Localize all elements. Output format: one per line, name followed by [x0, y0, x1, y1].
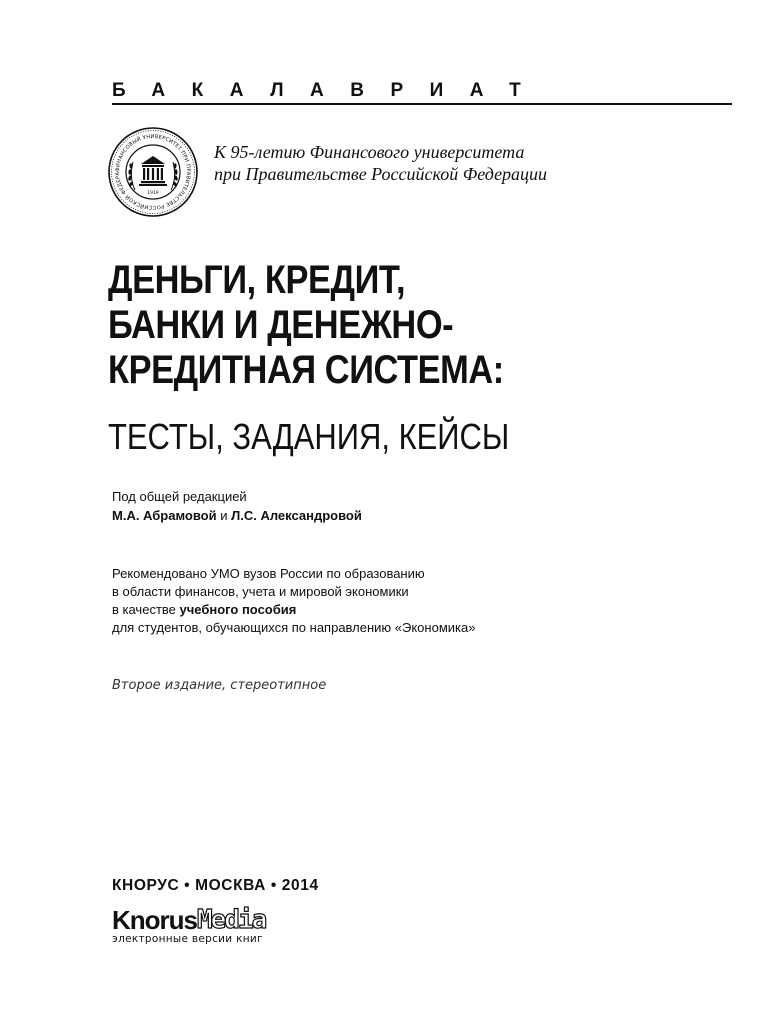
editors-names [112, 506, 362, 525]
recommendation-line-3-bold: учебного пособия [179, 602, 297, 617]
series-label: БАКАЛАВРИАТ [112, 80, 548, 101]
recommendation-line-3 [112, 601, 475, 619]
recommendation-line-3-prefix: в качестве [112, 602, 180, 617]
book-subtitle: ТЕСТЫ, ЗАДАНИЯ, КЕЙСЫ [108, 416, 510, 457]
recommendation-block [112, 565, 475, 637]
book-title [108, 258, 504, 393]
logo-wordmark [112, 907, 265, 933]
knorus-media-logo [112, 907, 265, 947]
dedication-line-1: К 95-летию Финансового университета [214, 142, 525, 162]
seal-ring-text: ФИНАНСОВЫЙ УНИВЕРСИТЕТ ПРИ ПРАВИТЕЛЬСТВЕ РОССИЙСКОЙ ФЕДЕРА [114, 133, 192, 211]
university-seal-icon [107, 126, 199, 218]
edition-note: Второе издание, стереотипное [112, 678, 327, 693]
dedication [214, 141, 547, 185]
editors-connector: и [216, 508, 232, 523]
recommendation-line-2: в области финансов, учета и мировой экономики [112, 584, 409, 599]
title-line-1: ДЕНЬГИ, КРЕДИТ, [108, 258, 406, 302]
seal-year: 1919 [147, 191, 159, 196]
editors-intro: Под общей редакцией [112, 489, 247, 504]
editor-name-1: М.А. Абрамовой [112, 508, 217, 523]
publisher-imprint: КНОРУС • МОСКВА • 2014 [112, 877, 319, 894]
logo-tagline: электронные версии книг [112, 933, 263, 945]
logo-media: Media [197, 905, 266, 935]
title-line-2: БАНКИ И ДЕНЕЖНО- [108, 303, 454, 347]
title-line-3: КРЕДИТНАЯ СИСТЕМА: [108, 348, 504, 392]
editors-block [112, 487, 362, 525]
recommendation-line-1: Рекомендовано УМО вузов России по образованию [112, 566, 425, 581]
recommendation-line-4: для студентов, обучающихся по направлению «Экономика» [112, 620, 476, 635]
logo-brand: Knorus [112, 905, 197, 935]
dedication-line-2: при Правительстве Российской Федерации [214, 164, 548, 184]
header-rule [112, 103, 732, 105]
editor-name-2: Л.С. Александровой [231, 508, 362, 523]
